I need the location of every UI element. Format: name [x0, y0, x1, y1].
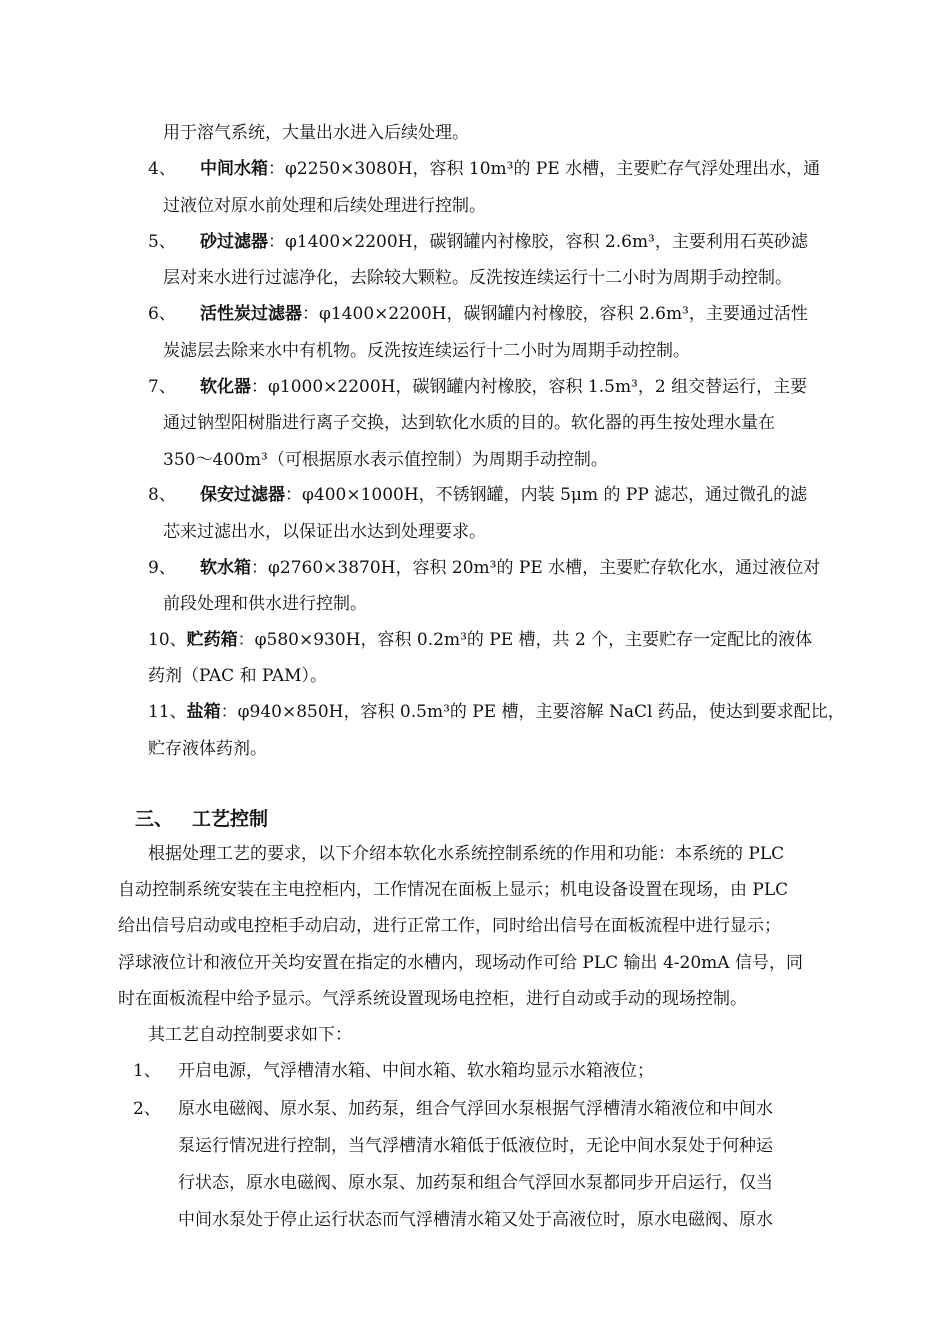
item-11-line2: 贮存液体药剂。 [148, 739, 267, 759]
requirement-number: 1、 [133, 1061, 161, 1081]
item-9-line2: 前段处理和供水进行控制。 [163, 594, 367, 614]
paragraph-line: 浮球液位计和液位开关均安置在指定的水槽内，现场动作可给 PLC 输出 4-20mA 信号，同 [118, 953, 803, 973]
paragraph-line: 根据处理工艺的要求，以下介绍本软化水系统控制系统的作用和功能：本系统的 PLC [148, 844, 785, 864]
item-number: 9、 [148, 558, 176, 578]
item-number: 5、 [148, 232, 176, 252]
item-text: ：φ1000×2200H，碳钢罐内衬橡胶，容积 1.5m³，2 组交替运行，主要 [251, 377, 808, 397]
item-7-line1 [200, 376, 807, 398]
item-text: ：φ2250×3080H，容积 10m³的 PE 水槽，主要贮存气浮处理出水，通 [268, 159, 821, 179]
item-8-line2: 芯来过滤出水，以保证出水达到处理要求。 [163, 522, 486, 542]
item-text: ：φ2760×3870H，容积 20m³的 PE 水槽，主要贮存软化水，通过液位对 [251, 558, 821, 578]
requirement-number: 2、 [133, 1099, 161, 1119]
item-name: 砂过滤器 [200, 232, 268, 252]
paragraph-line: 给出信号启动或电控柜手动启动，进行正常工作，同时给出信号在面板流程中进行显示； [118, 916, 781, 936]
item-10-line2: 药剂（PAC 和 PAM）。 [148, 666, 328, 686]
item-name: 保安过滤器 [200, 485, 285, 505]
item-text: ：φ1400×2200H，碳钢罐内衬橡胶，容积 2.6m³，主要利用石英砂滤 [268, 232, 808, 252]
requirement-line: 行状态，原水电磁阀、原水泵、加药泵和组合气浮回水泵都同步开启运行，仅当 [178, 1173, 773, 1193]
item-5-line1 [200, 231, 808, 253]
requirement-line: 中间水泵处于停止运行状态而气浮槽清水箱又处于高液位时，原水电磁阀、原水 [178, 1210, 773, 1230]
item-11-line1 [148, 701, 845, 723]
item-name: 活性炭过滤器 [200, 304, 302, 324]
item-text: ：φ400×1000H，不锈钢罐，内装 5μm 的 PP 滤芯，通过微孔的滤 [285, 485, 808, 505]
requirements-intro: 其工艺自动控制要求如下： [148, 1025, 352, 1045]
item-number: 7、 [148, 377, 176, 397]
item-7-line2: 通过钠型阳树脂进行离子交换，达到软化水质的目的。软化器的再生按处理水量在 [163, 413, 775, 433]
item-name: 中间水箱 [200, 159, 268, 179]
item-number: 6、 [148, 304, 176, 324]
requirement-line: 泵运行情况进行控制，当气浮槽清水箱低于低液位时，无论中间水泵处于何种运 [178, 1136, 773, 1156]
item-6-line1 [200, 303, 808, 325]
paragraph-line: 时在面板流程中给予显示。气浮系统设置现场电控柜，进行自动或手动的现场控制。 [118, 989, 747, 1009]
item-name: 贮药箱 [186, 630, 238, 650]
item-text: ：φ940×850H，容积 0.5m³的 PE 槽，主要溶解 NaCl 药品，使达到要求配比， [220, 702, 845, 722]
item-10-line1 [148, 629, 812, 651]
section-number: 三、 [135, 808, 174, 830]
item-name: 软化器 [200, 377, 251, 397]
item-6-line2: 炭滤层去除来水中有机物。反洗按连续运行十二小时为周期手动控制。 [163, 341, 690, 361]
item-name: 盐箱 [186, 702, 221, 722]
item-name: 软水箱 [200, 558, 251, 578]
section-title: 工艺控制 [192, 808, 269, 830]
requirement-line: 开启电源，气浮槽清水箱、中间水箱、软水箱均显示水箱液位； [178, 1061, 654, 1081]
item-number: 8、 [148, 485, 176, 505]
paragraph-line: 自动控制系统安装在主电控柜内，工作情况在面板上显示；机电设备设置在现场，由 PLC [118, 880, 789, 900]
item-9-line1 [200, 557, 820, 579]
item-4-line2: 过液位对原水前处理和后续处理进行控制。 [163, 196, 486, 216]
item-5-line2: 层对来水进行过滤净化，去除较大颗粒。反洗按连续运行十二小时为周期手动控制。 [163, 268, 792, 288]
intro-line: 用于溶气系统，大量出水进入后续处理。 [163, 123, 469, 143]
item-number: 10、 [148, 630, 187, 650]
item-4-line1 [200, 158, 820, 180]
item-8-line1 [200, 484, 807, 506]
requirement-line: 原水电磁阀、原水泵、加药泵，组合气浮回水泵根据气浮槽清水箱液位和中间水 [178, 1099, 773, 1119]
item-number: 11、 [148, 702, 187, 722]
item-7-line3: 350～400m³（可根据原水表示值控制）为周期手动控制。 [163, 450, 608, 470]
item-number: 4、 [148, 159, 176, 179]
item-text: ：φ580×930H，容积 0.2m³的 PE 槽，共 2 个，主要贮存一定配比的液体 [237, 630, 813, 650]
item-text: ：φ1400×2200H，碳钢罐内衬橡胶，容积 2.6m³，主要通过活性 [302, 304, 808, 324]
